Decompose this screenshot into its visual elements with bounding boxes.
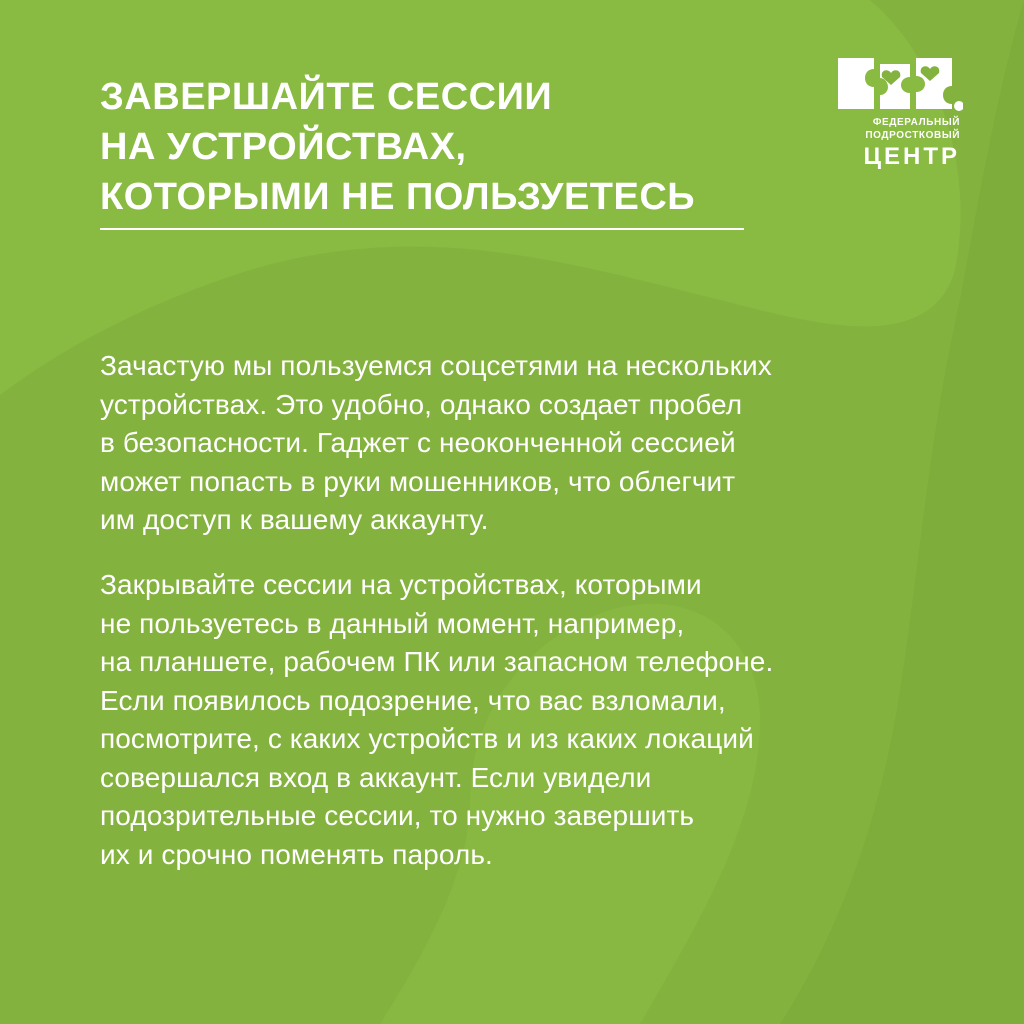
- paragraph-line: Закрывайте сессии на устройствах, которыми: [100, 569, 702, 600]
- paragraph-1: [100, 347, 960, 540]
- puzzle-hearts-icon: [833, 55, 963, 113]
- paragraph-line: в безопасности. Гаджет с неоконченной сессией: [100, 427, 736, 458]
- title-line: НА УСТРОЙСТВАХ,: [100, 126, 467, 168]
- paragraph-line: Зачастую мы пользуемся соцсетями на нескольких: [100, 350, 772, 381]
- paragraph-line: устройствах. Это удобно, однако создает пробел: [100, 388, 743, 420]
- title-line: ЗАВЕРШАЙТЕ СЕССИИ: [100, 76, 553, 118]
- paragraph-line: подозрительные сессии, то нужно завершить: [100, 800, 695, 831]
- logo-text-line-1: ФЕДЕРАЛЬНЫЙ: [872, 117, 960, 128]
- paragraph-2: [100, 566, 960, 874]
- logo-text-line-2: ПОДРОСТКОВЫЙ: [865, 130, 960, 141]
- title-divider: [100, 228, 744, 230]
- paragraph-line: не пользуетесь в данный момент, например,: [100, 607, 685, 639]
- page-title: [100, 72, 780, 222]
- paragraph-line: совершался вход в аккаунт. Если увидели: [100, 761, 652, 793]
- title-line: КОТОРЫМИ НЕ ПОЛЬЗУЕТЕСЬ: [100, 176, 696, 218]
- paragraph-line: посмотрите, с каких устройств и из каких локаций: [100, 723, 754, 754]
- paragraph-line: может попасть в руки мошенников, что облегчит: [100, 465, 736, 497]
- logo: [830, 55, 965, 180]
- paragraph-line: Если появилось подозрение, что вас взломали,: [100, 684, 726, 716]
- paragraph-line: их и срочно поменять пароль.: [100, 838, 493, 870]
- paragraph-line: на планшете, рабочем ПК или запасном телефоне.: [100, 646, 774, 677]
- paragraph-line: им доступ к вашему аккаунту.: [100, 504, 489, 535]
- logo-text-line-3: ЦЕНТР: [863, 143, 960, 170]
